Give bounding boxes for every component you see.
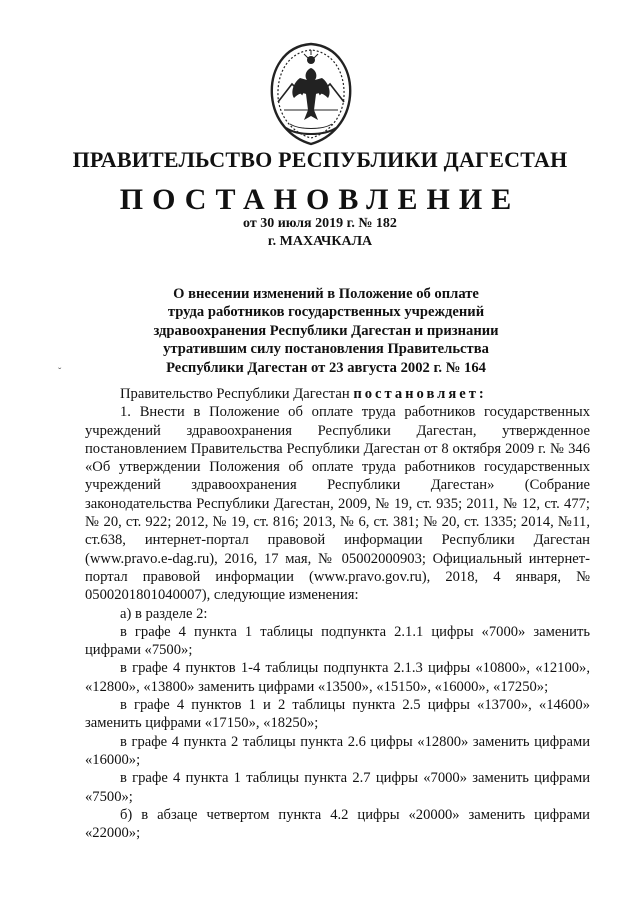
document-city: г. МАХАЧКАЛА <box>267 234 373 249</box>
subject-line: труда работников государственных учреждений <box>167 304 485 321</box>
body-paragraph: 1. Внести в Положение об оплате труда работников государственных учреждений здравоохранения Республики Дагестан, утвержденное постановлением Правительства Республики Дагестан от 8 октября 2009 г. № 346 «Об утверждении Положения об оплате труда работников государственных учреждений здравоохранения Республики Дагестан» (Собрание законодательства Республики Дагестан, 2009, № 19, ст. 935; 2011, № 12, ст. 477; № 20, ст. 922; 2012, № 19, ст. 816; 2013, № 6, ст. 381; № 20, ст. 1335; 2014, №11, ст.638, интернет-портал правовой информации Республики Дагестан (www.pravo.e-dag.ru), 2016, 17 мая, № 05002000903; Официальный интернет-портал правовой информации (www.pravo.gov.ru), 2018, 4 января, № 0500201801040007), следующие изменения: <box>85 404 590 604</box>
preamble <box>85 385 590 403</box>
body-paragraph: б) в абзаце четвертом пункта 4.2 цифры «20000» заменить цифрами «22000»; <box>85 806 590 842</box>
coat-of-arms-icon <box>264 40 358 150</box>
document-body <box>85 385 590 842</box>
government-title: ПРАВИТЕЛЬСТВО РЕСПУБЛИКИ ДАГЕСТАН <box>72 147 568 172</box>
scan-mark: ˇ <box>58 367 62 378</box>
body-paragraph: в графе 4 пунктов 1-4 таблицы подпункта 2.1.3 цифры «10800», «12100», «12800», «13800» заменить цифрами «13500», «15150», «16000», «17250»; <box>85 660 590 695</box>
body-paragraph: в графе 4 пункта 1 таблицы пункта 2.7 цифры «7000» заменить цифрами «7500»; <box>85 770 590 805</box>
subject-line: О внесении изменений в Положение об оплате <box>173 286 479 302</box>
document-type: ПОСТАНОВЛЕНИЕ <box>119 183 521 216</box>
subject-line: Республики Дагестан от 23 августа 2002 г. № 164 <box>166 359 486 376</box>
body-paragraph: в графе 4 пункта 2 таблицы пункта 2.6 цифры «12800» заменить цифрами «16000»; <box>85 733 590 768</box>
subject-line: здравоохранения Республики Дагестан и признании <box>153 322 499 339</box>
preamble-verb: постановляет: <box>353 386 487 402</box>
document-subject <box>130 285 522 377</box>
body-paragraph: в графе 4 пункта 1 таблицы подпункта 2.1.1 цифры «7000» заменить цифрами «7500»; <box>85 623 590 659</box>
subject-line: утратившим силу постановления Правительства <box>163 341 489 358</box>
preamble-prefix: Правительство Республики Дагестан <box>120 386 350 402</box>
document-date-number: от 30 июля 2019 г. № 182 <box>243 216 397 231</box>
body-paragraph: а) в разделе 2: <box>120 605 208 622</box>
body-paragraph: в графе 4 пунктов 1 и 2 таблицы пункта 2.5 цифры «13700», «14600» заменить цифрами «17150», «18250»; <box>85 697 590 732</box>
